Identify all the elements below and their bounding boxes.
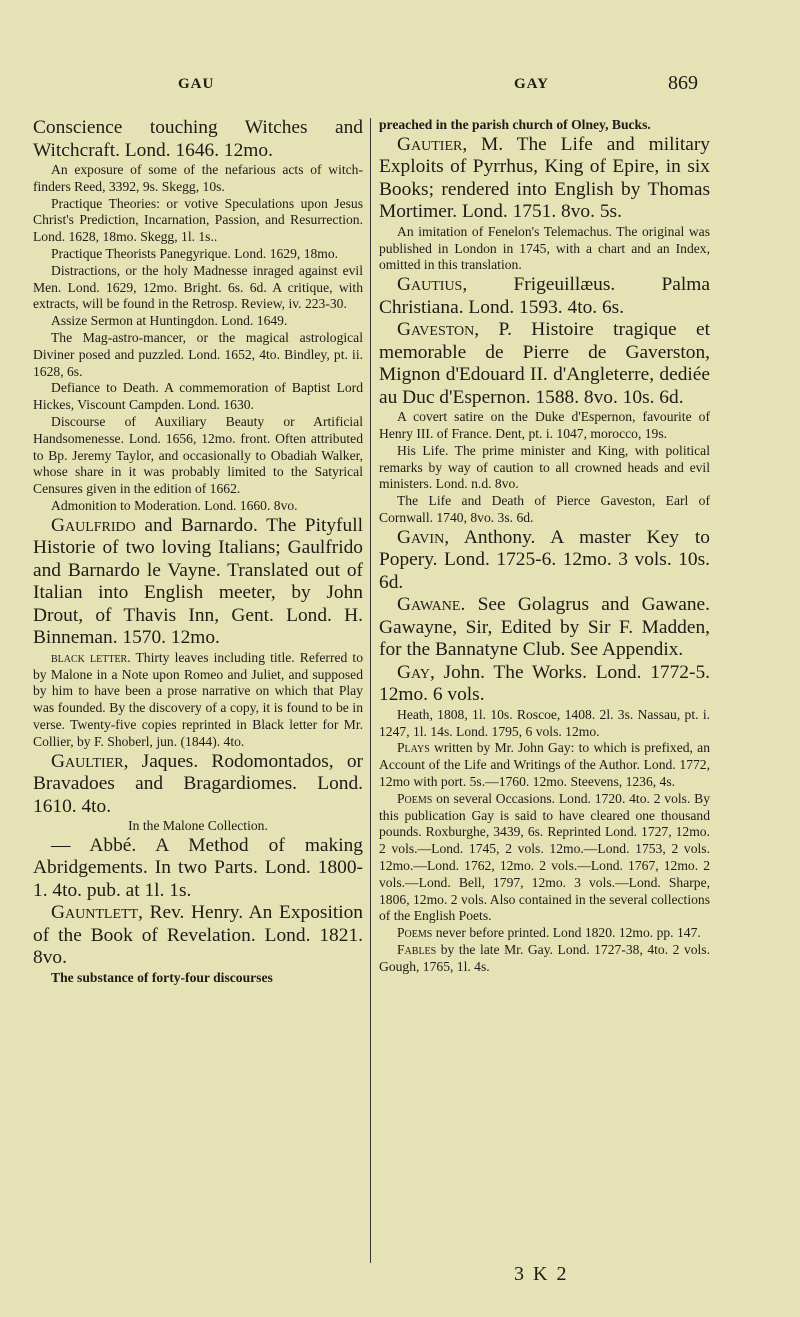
entry-text: Thirty leaves including title. Referred to by Malone in a Note upon Romeo and Juliet, and supposed by him to have been a prose narrative on which that Play was founded. By the discovery of a copy, it is found to be in verse. Twenty-five copies reprinted in Black letter for Mr. Collier, by F. Shoberl, jun. (1844). 4to. [33, 649, 364, 749]
entry-heading [379, 319, 710, 409]
entry-text: The Life and Death of Pierce Gaveston, Earl of Cornwall. 1740, 8vo. 3s. 6d. [379, 493, 710, 525]
entry-note [33, 246, 363, 263]
entry-name: Gautier [397, 133, 463, 155]
right-column [379, 117, 710, 976]
entry-text: Discourse of Auxiliary Beauty or Artificial Handsomenesse. Lond. 1656, 12mo. front. Often attributed to Bp. Jeremy Taylor, and occasionally to Obadiah Walker, whose share in it was probably limited to the Satyrical Censures given in the edition of 1662. [33, 413, 363, 497]
entry-name: black letter. [51, 649, 131, 665]
entry-text: Assize Sermon at Huntingdon. Lond. 1649. [51, 313, 288, 329]
entry-note [33, 313, 363, 330]
entry-note [379, 224, 710, 274]
entry-name: Plays [397, 740, 430, 756]
entry-text: An exposure of some of the nefarious acts of witch-finders Reed, 3392, 9s. Skegg, 10s. [33, 162, 363, 194]
entry-heading [33, 835, 363, 903]
entry-text: — Abbé. A Method of making Abridgements. In two Parts. Lond. 1800-1. 4to. pub. at 1l. 1s. [33, 834, 363, 901]
entry-note [379, 740, 710, 790]
entry-text: Defiance to Death. A commemoration of Baptist Lord Hickes, Viscount Campden. Lond. 1630. [33, 380, 363, 413]
entry-note [379, 925, 710, 942]
entry-text: . See Golagrus and Gawane. Gawayne, Sir, Edited by Sir F. Madden, for the Bannatyne Club. See Appendix. [379, 594, 710, 661]
entry-text: , Anthony. A master Key to Popery. Lond. 1725-6. 12mo. 3 vols. 10s. 6d. [379, 526, 710, 593]
entry-heading [379, 274, 710, 319]
entry-text: In the Malone Collection. [128, 818, 268, 834]
entry-name: Gaultier [51, 750, 124, 772]
entry-note [33, 498, 363, 515]
entry-text: Distractions, or the holy Madnesse inraged against evil Men. Lond. 1629, 12mo. Bright. 6s. 6d. A critique, with extracts, will be found in the Retrosp. Review, iv. 223-30. [33, 262, 363, 312]
entry-note [379, 409, 710, 443]
entry-heading [379, 594, 710, 662]
entry-text: , Frigeuillæus. Palma Christiana. Lond. 1593. 4to. 6s. [379, 274, 710, 318]
entry-text: The Mag-astro-mancer, or the magical astrological Diviner posed and puzzled. Lond. 1652, 4to. Bindley, pt. ii. 1628, 6s. [33, 329, 363, 379]
entry-heading [33, 117, 363, 162]
entry-note [33, 196, 363, 246]
entry-name: Poems [397, 925, 433, 941]
entry-text: , M. The Life and military Exploits of Pyrrhus, King of Epire, in six Books; rendered into English by Thomas Mortimer. Lond. 1751. 8vo. 5s. [379, 133, 710, 223]
entry-text: on several Occasions. Lond. 1720. 4to. 2 vols. By this publication Gay is said to have cleared one thousand pounds. Roxburghe, 3439, 6s. Reprinted Lond. 1727, 12mo. 2 vols.—Lond. 1745, 2 vols. 12mo.—Lond. 1753, 2 vols. 12mo.—Lond. 1762, 12mo. 2 vols.—Lond. 1767, 12mo. 2 vols.—Lond. Bell, 1797, 12mo. 3 vols.—Lond. Sharpe, 1806, 12mo. 2 vols. Also contained in the several collections of the English Poets. [379, 790, 710, 924]
entry-note [379, 493, 710, 527]
entry-heading [33, 751, 363, 819]
entry-note [33, 162, 363, 196]
entry-text: Conscience touching Witches and Witchcraft. Lond. 1646. 12mo. [33, 117, 363, 161]
entry-note [33, 380, 363, 414]
entry-text: , John. The Works. Lond. 1772-5. 12mo. 6 vols. [379, 661, 710, 706]
entry-text: and Barnardo. The Pityfull Historie of two loving Italians; Gaulfrido and Barnardo le Vayne. Translated out of Italian into English meeter, by John Drout, of Thavis Inn, Gent. Lond. H. Binneman. 1570. 12mo. [33, 514, 363, 649]
entry-text: written by Mr. John Gay: to which is prefixed, an Account of the Life and Writings of the Author. Lond. 1772, 12mo with port. 5s.—1760. 12mo. Steevens, 1236, 4s. [379, 740, 710, 789]
entry-text: Admonition to Moderation. Lond. 1660. 8vo. [51, 497, 298, 513]
entry-heading [379, 134, 710, 224]
entry-note [379, 117, 710, 134]
entry-text: Practique Theorists Panegyrique. Lond. 1629, 18mo. [51, 245, 339, 261]
entry-note [379, 942, 710, 976]
entry-text: preached in the parish church of Olney, Bucks. [379, 117, 651, 132]
entry-name: Gaveston [397, 319, 475, 341]
entry-heading [33, 515, 363, 650]
entry-text: An imitation of Fenelon's Telemachus. The original was published in London in 1745, with a chart and an Index, omitted in this translation. [379, 223, 710, 273]
signature-mark: 3 K 2 [514, 1263, 569, 1285]
entry-heading [379, 527, 710, 595]
entry-note [33, 970, 363, 987]
entry-note [33, 650, 363, 751]
entry-text: Practique Theories: or votive Speculations upon Jesus Christ's Prediction, Incarnation, Passion, and Resurrection. Lond. 1628, 18mo. Skegg, 1l. 1s.. [33, 195, 363, 245]
entry-heading [33, 902, 363, 970]
entry-text: His Life. The prime minister and King, with political remarks by way of caution to all crowned heads and evil ministers. Lond. n.d. 8vo. [379, 442, 710, 492]
entry-name: Poems [397, 790, 433, 806]
entry-text: A covert satire on the Duke d'Espernon, favourite of Henry III. of France. Dent, pt. i. 1047, morocco, 19s. [379, 409, 710, 441]
page-number: 869 [668, 72, 698, 94]
entry-text: , Jaques. Rodomontados, or Bravadoes and Bragardiomes. Lond. 1610. 4to. [33, 750, 363, 817]
entry-note [33, 330, 363, 380]
entry-name: Fables [397, 941, 437, 957]
entry-text: , P. Histoire tragique et memorable de Pierre de Gaverston, Mignon d'Edouard II. d'Angleterre, dediée au Duc d'Espernon. 1588. 8vo. 10s. 6d. [379, 319, 710, 408]
running-head-left: GAU [178, 76, 215, 92]
entry-name: Gawane [397, 594, 461, 616]
entry-note [33, 263, 363, 313]
entry-name: Gaulfrido [51, 514, 136, 536]
entry-heading [379, 662, 710, 707]
entry-text: never before printed. Lond 1820. 12mo. pp. 147. [432, 925, 701, 941]
entry-note [33, 818, 363, 835]
entry-note [379, 443, 710, 493]
entry-text: The substance of forty-four discourses [51, 969, 273, 985]
entry-note [379, 707, 710, 741]
entry-text: Heath, 1808, 1l. 10s. Roscoe, 1408. 2l. 3s. Nassau, pt. i. 1247, 1l. 14s. Lond. 1795, 6 vols. 12mo. [379, 706, 710, 739]
running-head-right: GAY [514, 76, 549, 92]
left-column [33, 117, 363, 987]
entry-name: Gavin [397, 526, 445, 548]
entry-text: by the late Mr. Gay. Lond. 1727-38, 4to. 2 vols. Gough, 1765, 1l. 4s. [379, 941, 710, 974]
entry-name: Gay [397, 661, 430, 683]
entry-note [379, 791, 710, 925]
entry-name: Gautius [397, 274, 463, 296]
entry-text: , Rev. Henry. An Exposition of the Book of Revelation. Lond. 1821. 8vo. [33, 902, 363, 969]
entry-note [33, 414, 363, 498]
entry-name: Gauntlett [51, 902, 139, 924]
column-divider [370, 118, 371, 1263]
